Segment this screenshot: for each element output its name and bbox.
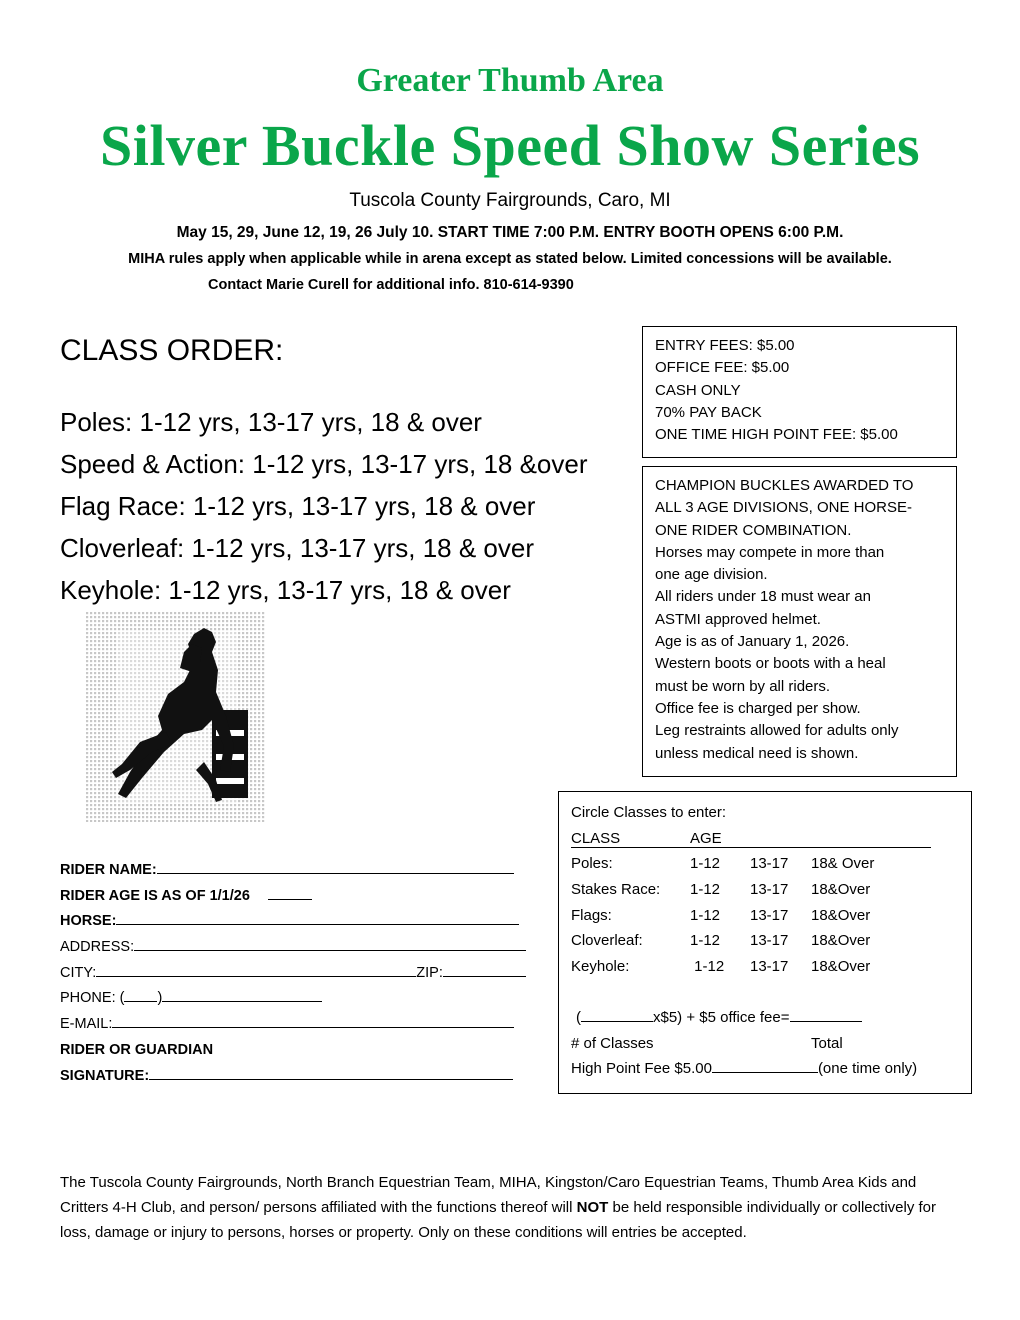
entry-row-keyhole [571, 954, 959, 980]
age-option[interactable]: 13-17 [750, 932, 789, 950]
age-option[interactable]: 18&Over [811, 881, 871, 899]
horse-field[interactable] [116, 910, 519, 925]
signature-row [60, 1064, 526, 1090]
spacer [571, 980, 959, 1005]
age-column-header: AGE [690, 829, 722, 847]
rule-line: Western boots or boots with a heal [655, 655, 886, 673]
rider-name-field[interactable] [157, 859, 514, 874]
address-row [60, 935, 526, 961]
age-option[interactable]: 13-17 [750, 906, 789, 924]
rider-age-label: RIDER AGE IS AS OF 1/1/26 [60, 887, 250, 904]
rider-age-row [60, 884, 526, 910]
phone-row [60, 986, 526, 1012]
age-option[interactable]: 1-12 [690, 855, 721, 873]
address-label: ADDRESS: [60, 939, 135, 956]
age-option[interactable]: 1-12 [690, 906, 721, 924]
email-label: E-MAIL: [60, 1016, 113, 1033]
rider-name-row [60, 858, 526, 884]
rule-line: ALL 3 AGE DIVISIONS, ONE HORSE- [655, 499, 913, 517]
horse-row [60, 909, 526, 935]
email-field[interactable] [112, 1013, 514, 1028]
fee-line: ONE TIME HIGH POINT FEE: $5.00 [655, 426, 898, 444]
area-code-field[interactable] [124, 987, 157, 1002]
formula-text: x$5) + $5 office fee= [653, 1008, 790, 1026]
class-item-keyhole: Keyhole: 1-12 yrs, 13-17 yrs, 18 & over [60, 575, 511, 605]
age-option[interactable]: 13-17 [750, 958, 789, 976]
class-item-flag-race: Flag Race: 1-12 yrs, 13-17 yrs, 18 & over [60, 491, 536, 521]
rules-text: MIHA rules apply when applicable while in arena except as stated below. Limited concessions will be available. [128, 251, 892, 267]
high-point-label: High Point Fee $5.00 [571, 1060, 712, 1078]
age-option[interactable]: 13-17 [750, 881, 789, 899]
dates-text: May 15, 29, June 12, 19, 26 July 10. START TIME 7:00 P.M. ENTRY BOOTH OPENS 6:00 P.M. [176, 224, 844, 241]
fee-line: 70% PAY BACK [655, 403, 762, 421]
entry-row-cloverleaf [571, 928, 959, 954]
high-point-row [571, 1056, 959, 1082]
class-item-poles: Poles: 1-12 yrs, 13-17 yrs, 18 & over [60, 407, 482, 437]
fees-box [642, 326, 957, 458]
class-name: Stakes Race: [571, 881, 661, 899]
age-option[interactable]: 18& Over [811, 855, 875, 873]
entry-header-row [571, 826, 959, 852]
email-row [60, 1012, 526, 1038]
signature-label: SIGNATURE: [60, 1067, 150, 1084]
disclaimer-emphasis: NOT [576, 1199, 609, 1216]
city-row [60, 961, 526, 987]
rule-line: one age division. [655, 566, 768, 584]
class-entry-box [558, 791, 972, 1094]
rule-line: ONE RIDER COMBINATION. [655, 521, 852, 539]
rider-age-field[interactable] [268, 885, 312, 900]
city-field[interactable] [96, 962, 416, 977]
class-item-cloverleaf: Cloverleaf: 1-12 yrs, 13-17 yrs, 18 & over [60, 533, 534, 563]
class-name: Keyhole: [571, 958, 630, 976]
rule-line: Age is as of January 1, 2026. [655, 633, 850, 651]
disclaimer-text: The Tuscola County Fairgrounds, North Branch Equestrian Team, MIHA, Kingston/Caro Equestrian Teams, Thumb Area Kids and Critters 4-H Club, and person/ persons affiliated with the functions thereof will [60, 1174, 917, 1216]
age-option[interactable]: 13-17 [750, 855, 789, 873]
address-field[interactable] [134, 936, 526, 951]
rule-line: unless medical need is shown. [655, 744, 859, 762]
rule-line: All riders under 18 must wear an [655, 588, 871, 606]
fee-formula-row [571, 1005, 959, 1031]
age-option[interactable]: 1-12 [690, 881, 721, 899]
rules-box [642, 466, 957, 777]
rule-line: CHAMPION BUCKLES AWARDED TO [655, 477, 914, 494]
class-name: Poles: [571, 855, 613, 873]
age-option[interactable]: 18&Over [811, 906, 871, 924]
age-option[interactable]: 1-12 [690, 932, 721, 950]
class-name: Flags: [571, 906, 612, 924]
barrel-racer-illustration [86, 612, 266, 822]
entry-form [60, 858, 526, 1089]
high-point-field[interactable] [712, 1058, 818, 1073]
zip-field[interactable] [443, 962, 526, 977]
total-field[interactable] [790, 1007, 862, 1022]
city-label: CITY: [60, 964, 97, 981]
signature-field[interactable] [149, 1065, 513, 1080]
class-order-title: CLASS ORDER: [60, 334, 284, 367]
class-order-list [60, 402, 588, 612]
entry-row-flags [571, 903, 959, 929]
age-option[interactable]: 1-12 [690, 958, 725, 976]
fee-line: OFFICE FEE: $5.00 [655, 359, 790, 377]
horse-label: HORSE: [60, 913, 117, 930]
rule-line: Office fee is charged per show. [655, 699, 861, 717]
formula-open-paren: ( [576, 1008, 581, 1026]
location-text: Tuscola County Fairgrounds, Caro, MI [349, 190, 671, 211]
rule-line: ASTMI approved helmet. [655, 610, 821, 628]
series-title: Silver Buckle Speed Show Series [99, 113, 921, 178]
fee-line: ENTRY FEES: $5.00 [655, 337, 795, 354]
guardian-label: RIDER OR GUARDIAN [60, 1041, 214, 1058]
one-time-label: (one time only) [817, 1060, 918, 1078]
class-column-header: CLASS [571, 829, 621, 847]
fee-line: CASH ONLY [655, 381, 741, 399]
phone-label: PHONE: ( [60, 990, 125, 1007]
entry-row-stakes [571, 877, 959, 903]
class-item-speed-action: Speed & Action: 1-12 yrs, 13-17 yrs, 18 &over [60, 449, 588, 479]
disclaimer-text: be held responsible individually or collectively for loss, damage or injury to persons, horses or property. Only on these conditions will entries be accepted. [60, 1199, 936, 1241]
zip-label: ZIP: [416, 964, 443, 981]
area-title: Greater Thumb Area [356, 62, 664, 99]
class-name: Cloverleaf: [571, 932, 643, 950]
age-option[interactable]: 18&Over [811, 932, 871, 950]
contact-text: Contact Marie Curell for additional info. 810-614-9390 [208, 277, 574, 293]
num-classes-label: # of Classes [571, 1034, 654, 1052]
rule-line: Horses may compete in more than [655, 543, 885, 561]
age-option[interactable]: 18&Over [811, 958, 871, 976]
rider-name-label: RIDER NAME: [60, 862, 157, 878]
entry-row-poles [571, 851, 959, 877]
num-classes-field[interactable] [581, 1007, 653, 1022]
liability-disclaimer [60, 1170, 965, 1245]
entry-heading: Circle Classes to enter: [571, 804, 727, 821]
phone-close-paren: ) [157, 990, 163, 1007]
formula-labels-row [571, 1031, 959, 1057]
rule-line: must be worn by all riders. [655, 677, 831, 695]
rule-line: Leg restraints allowed for adults only [655, 722, 899, 740]
total-label: Total [811, 1034, 843, 1052]
phone-field[interactable] [162, 987, 322, 1002]
